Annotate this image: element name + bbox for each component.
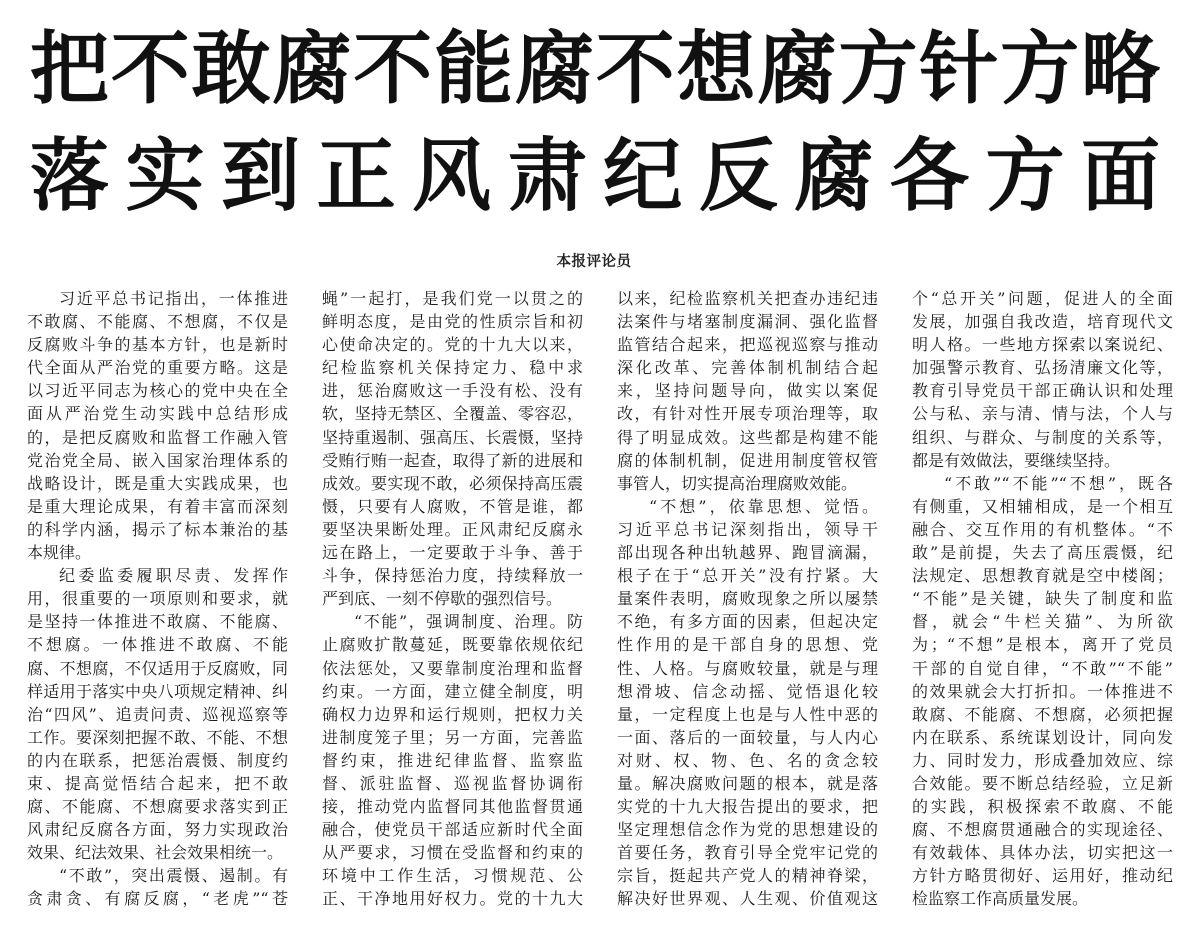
article-line: 斗争，保持惩治力度，持续释放一 (322, 566, 583, 586)
article-column-3 (617, 287, 878, 911)
article-line: 性、人格。与腐败较量，就是与理 (617, 658, 878, 678)
article-line: 改，有针对性开展专项治理等，取 (617, 404, 878, 424)
article-line: 止腐败扩散蔓延，既要靠依规依纪 (322, 635, 583, 655)
article-line: 是坚持一体推进不敢腐、不能腐、 (27, 612, 288, 632)
article-line: 代全面从严治党的重要方略。这是 (27, 358, 288, 378)
article-line: 腐、不能腐、不想腐要求落实到正 (27, 797, 288, 817)
article-line: 敢”是前提，失去了高压震慑，纪 (912, 543, 1173, 563)
article-line: 的科学内涵，揭示了标本兼治的基 (27, 519, 288, 539)
article-line: 软，坚持无禁区、全覆盖、零容忍， (322, 404, 583, 424)
article-line: 鲜明态度，是由党的性质宗旨和初 (322, 312, 583, 332)
article-line: 督、派驻监督、巡视监督协调衔 (322, 773, 583, 793)
article-line: 坚持重遏制、强高压、长震慑，坚持 (322, 427, 583, 447)
article-line: 解决好世界观、人生观、价值观这 (617, 889, 878, 909)
article-line: 事管人，切实提高治理腐败效能。 (617, 473, 858, 493)
article-line: 想滑坡、信念动摇、觉悟退化较 (617, 681, 878, 701)
article-line: 的效果就会大打折扣。一体推进不 (912, 681, 1173, 701)
article-line: 不绝，有多方面的因素，但起决定 (617, 612, 878, 632)
article-line: 党治党全局、嵌入国家治理体系的 (27, 450, 288, 470)
article-line: 以习近平同志为核心的党中央在全 (27, 381, 288, 401)
article-line: 一面、落后的一面较量，与人内心 (617, 727, 878, 747)
article-line: 要坚决果断处理。正风肃纪反腐永 (322, 519, 583, 539)
article-line: 心使命决定的。党的十九大以来， (322, 335, 583, 355)
article-line: 接，推动党内监督同其他监督贯通 (322, 797, 583, 817)
byline: 本报评论员 (556, 254, 632, 270)
article-line: 督约束，推进纪律监督、监察监 (322, 750, 583, 770)
article-line: 的内在联系，把惩治震慑、制度约 (27, 750, 288, 770)
headline-line-2: 落实到正风肃纪反腐各方面 (30, 130, 1160, 222)
article-line: 纪委监委履职尽责、发挥作 (59, 566, 288, 586)
article-line: 蝇”一起打，是我们党一以贯之的 (322, 289, 583, 308)
article-column-2 (322, 287, 583, 911)
article-line: “不能”，强调制度、治理。防 (354, 612, 583, 632)
article-line: 受贿行贿一起查，取得了新的进展和 (322, 450, 583, 470)
article-line: 力、同时发力，形成叠加效应、综 (912, 750, 1173, 770)
article-line: 面从严治党生动实践中总结形成 (27, 404, 288, 424)
article-line: 实党的十九大报告提出的要求，把 (617, 797, 878, 817)
article-line: 性作用的是干部自身的思想、党 (617, 635, 878, 655)
article-line: 督，就会“牛栏关猫”、为所欲 (912, 612, 1173, 632)
article-line: 教育引导党员干部正确认识和处理 (912, 381, 1173, 401)
article-line: 有侧重，又相辅相成，是一个相互 (912, 496, 1173, 516)
article-line: 融合，使党员干部适应新时代全面 (322, 820, 583, 840)
article-line: 严到底、一刻不停歇的强烈信号。 (322, 589, 563, 609)
article-line: 纪检监察机关保持定力、稳中求 (322, 358, 583, 378)
article-line: 反腐败斗争的基本方针，也是新时 (27, 335, 288, 355)
article-line: 不想腐。一体推进不敢腐、不能 (27, 635, 288, 655)
article-line: “不能”是关键，缺失了制度和监 (912, 589, 1173, 609)
article-line: 来，坚持问题导向，做实以案促 (617, 381, 878, 401)
article-line: 约束。一方面，建立健全制度，明 (322, 681, 583, 701)
article-line: 对财、权、物、色、名的贪念较 (617, 750, 878, 770)
article-line: “不想”，依靠思想、觉悟。 (649, 496, 878, 516)
article-line: 监管结合起来，把巡视巡察与推动 (617, 335, 878, 355)
article-line: 有效载体、具体办法，切实把这一 (912, 843, 1173, 863)
article-line: 习近平总书记深刻指出，领导干 (617, 519, 878, 539)
article-line: 法案件与堵塞制度漏洞、强化监督 (617, 312, 878, 332)
article-line: 环境中工作生活，习惯规范、公 (322, 866, 583, 886)
article-line: 深化改革、完善体制机制结合起 (617, 358, 878, 378)
article-line: 为；“不想”是根本，离开了党员 (912, 635, 1173, 655)
article-line: 干部的自觉自律，“不敢”“不能” (912, 658, 1173, 678)
article-line: 法规定、思想教育就是空中楼阁； (912, 566, 1173, 586)
article-line: 的，是把反腐败和监督工作融入管 (27, 427, 288, 447)
article-line: 加强警示教育、弘扬清廉文化等， (912, 358, 1173, 378)
article-line: 量案件表明，腐败现象之所以屡禁 (617, 589, 878, 609)
article-line: 公与私、亲与清、情与法，个人与 (912, 404, 1173, 424)
article-line: “不敢”“不能”“不想”，既各 (944, 473, 1173, 493)
article-line: 效果、纪法效果、社会效果相统一。 (27, 843, 284, 863)
article-line: 贪肃贪、有腐反腐，“老虎”“苍 (27, 889, 288, 909)
article-line: 发展，加强自我改造，培育现代文 (912, 312, 1173, 332)
article-line: 样适用于落实中央八项规定精神、纠 (27, 681, 288, 701)
article-line: 束、提高觉悟结合起来，把不敢 (27, 773, 288, 793)
article-line: 量。解决腐败问题的根本，就是落 (617, 773, 878, 793)
article-column-1 (27, 287, 288, 911)
article-line: 腐、不想腐贯通融合的实现途径、 (912, 820, 1173, 840)
article-line: 内在联系、系统谋划设计，同向发 (912, 727, 1173, 747)
article-line: 敢腐、不能腐、不想腐，必须把握 (912, 704, 1173, 724)
article-line: 成效。要实现不敢，必须保持高压震 (322, 473, 583, 493)
article-line: 宗旨，挺起共产党人的精神脊梁， (617, 866, 878, 886)
article-line: 依法惩处，又要靠制度治理和监督 (322, 658, 583, 678)
article-line: 以来，纪检监察机关把查办违纪违 (617, 289, 878, 308)
article-line: 进制度笼子里；另一方面，完善监 (322, 727, 583, 747)
article-line: 习近平总书记指出，一体推进 (59, 289, 288, 308)
article-line: 组织、与群众、与制度的关系等， (912, 427, 1173, 447)
article-line: 治“四风”、追责问责、巡视巡察等 (27, 704, 288, 724)
article-line: 明人格。一些地方探索以案说纪、 (912, 335, 1173, 355)
article-line: “不敢”，突出震慑、遏制。有 (59, 866, 288, 886)
article-line: 远在路上，一定要敢于斗争、善于 (322, 543, 583, 563)
article-line: 腐的体制机制，促进用制度管权管 (617, 450, 878, 470)
article-line: 量，一定程度上也是与人性中恶的 (617, 704, 878, 724)
article-column-4 (912, 287, 1173, 911)
article-line: 合效能。要不断总结经验，立足新 (912, 773, 1173, 793)
article-line: 本规律。 (27, 543, 92, 563)
article-line: 工作。要深刻把握不敢、不能、不想 (27, 727, 288, 747)
headline-line-1: 把不敢腐不能腐不想腐方针方略 (30, 23, 1160, 115)
article-line: 战略设计，既是重大实践成果，也 (27, 473, 288, 493)
article-line: 得了明显成效。这些都是构建不能 (617, 427, 878, 447)
article-line: 首要任务，教育引导全党牢记党的 (617, 843, 878, 863)
article-line: 是重大理论成果，有着丰富而深刻 (27, 496, 288, 516)
article-line: 根子在于“总开关”没有拧紧。大 (617, 566, 878, 586)
article-line: 正、干净地用好权力。党的十九大 (322, 889, 583, 909)
article-line: 风肃纪反腐各方面，努力实现政治 (27, 820, 288, 840)
article-line: 个“总开关”问题，促进人的全面 (912, 289, 1173, 308)
article-line: 的实践，积极探索不敢腐、不能 (912, 797, 1173, 817)
article-line: 方针方略贯彻好、运用好，推动纪 (912, 866, 1173, 886)
article-line: 进，惩治腐败这一手没有松、没有 (322, 381, 583, 401)
article-line: 部出现各种出轨越界、跑冒滴漏， (617, 543, 878, 563)
article-line: 慑，只要有人腐败，不管是谁，都 (322, 496, 583, 516)
article-line: 确权力边界和运行规则，把权力关 (322, 704, 583, 724)
article-line: 融合、交互作用的有机整体。“不 (912, 519, 1173, 539)
article-line: 用，很重要的一项原则和要求，就 (27, 589, 288, 609)
article-line: 检监察工作高质量发展。 (912, 889, 1089, 909)
article-line: 坚定理想信念作为党的思想建设的 (617, 820, 878, 840)
article-line: 都是有效做法，要继续坚持。 (912, 450, 1121, 470)
article-line: 腐、不想腐，不仅适用于反腐败，同 (27, 658, 288, 678)
article-line: 从严要求，习惯在受监督和约束的 (322, 843, 583, 863)
article-line: 不敢腐、不能腐、不想腐，不仅是 (27, 312, 288, 332)
